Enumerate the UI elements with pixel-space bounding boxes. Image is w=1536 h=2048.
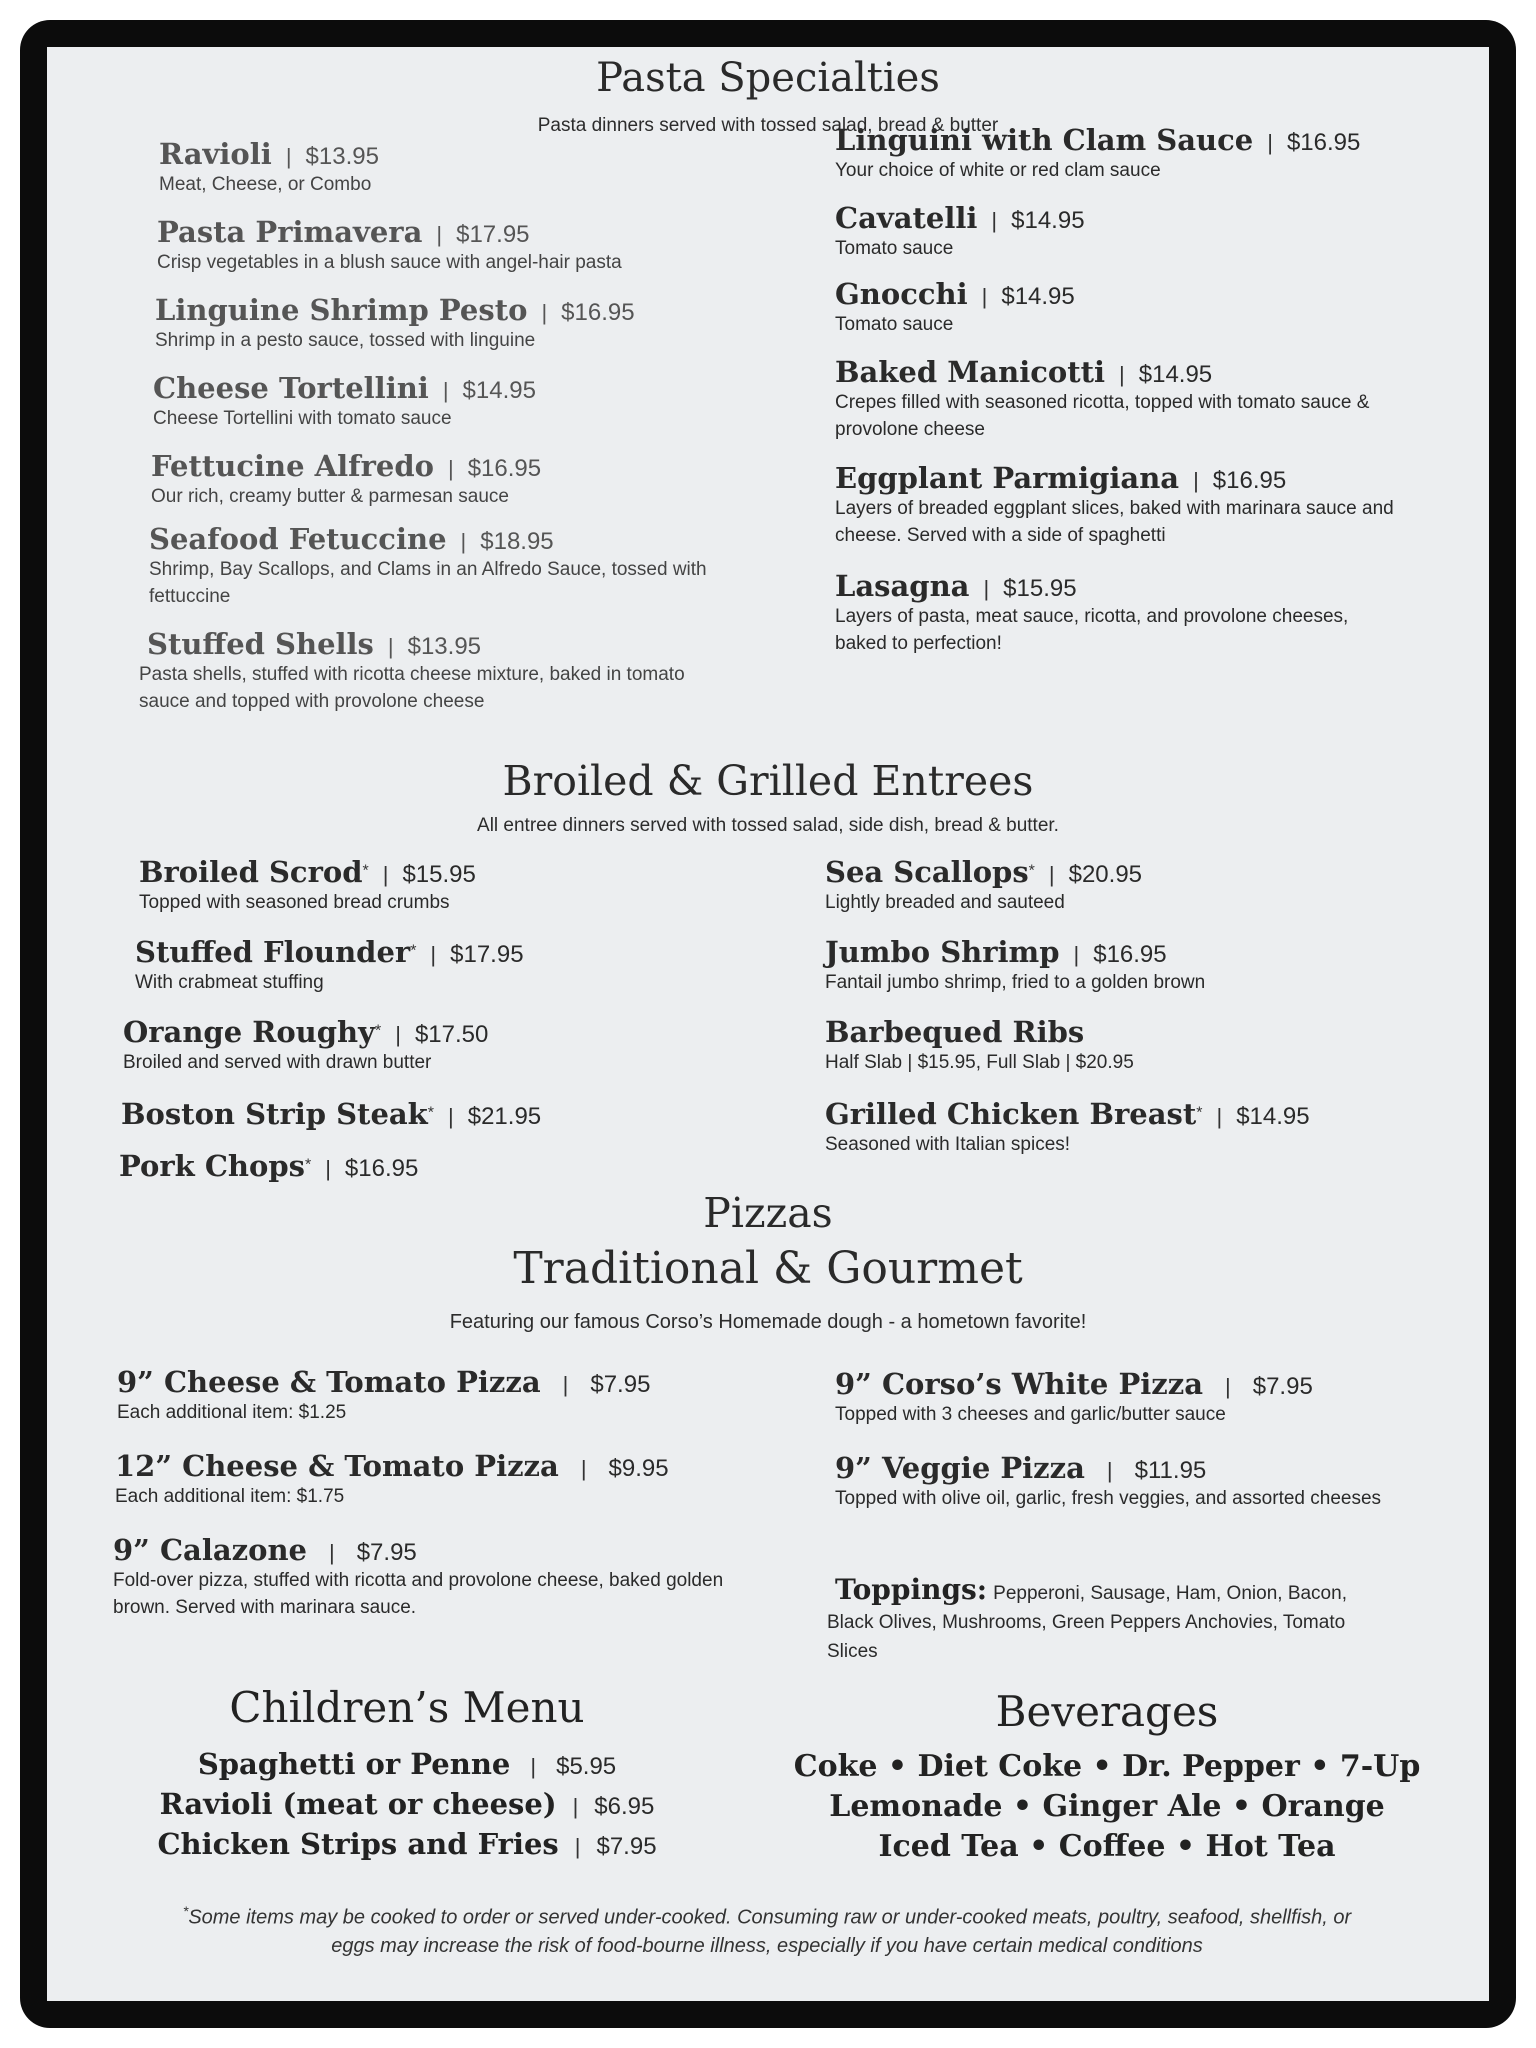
item-name: Grilled Chicken Breast	[825, 1097, 1197, 1131]
item-name: Broiled Scrod	[139, 855, 363, 889]
item-description: Topped with 3 cheeses and garlic/butter sauce	[835, 1404, 1226, 1425]
toppings-text: Pepperoni, Sausage, Ham, Onion, Bacon, Black Olives, Mushrooms, Green Peppers Anchovies, Tomato Slices	[827, 1583, 1347, 1662]
item-name: Baked Manicotti	[835, 355, 1106, 389]
item-description: Meat, Cheese, or Combo	[159, 174, 372, 195]
item-description: Cheese Tortellini with tomato sauce	[153, 408, 452, 429]
separator: |	[983, 576, 990, 601]
menu-item	[119, 1149, 418, 1183]
pasta-section-subtitle: Pasta dinners served with tossed salad, bread & butter	[537, 115, 999, 136]
item-description: Shrimp in a pesto sauce, tossed with linguine	[155, 330, 536, 351]
menu-item	[825, 1015, 1134, 1076]
kids-item-price: $7.95	[596, 1833, 657, 1860]
pasta-section-title: Pasta Specialties	[596, 55, 940, 101]
item-name: Cavatelli	[835, 201, 978, 235]
asterisk: *	[410, 942, 417, 960]
menu-item	[117, 1365, 650, 1426]
menu-item	[149, 522, 709, 610]
item-description: Tomato sauce	[835, 238, 954, 259]
menu-item	[835, 201, 1085, 262]
item-name: Stuffed Shells	[147, 627, 374, 661]
item-price: $13.95	[305, 143, 379, 170]
separator: |	[387, 634, 394, 659]
item-name: Sea Scallops	[825, 855, 1029, 889]
separator: |	[1119, 362, 1125, 387]
menu-item	[835, 277, 1075, 338]
item-price: $7.95	[590, 1371, 651, 1398]
item-price: $20.95	[1068, 861, 1143, 888]
item-price: $15.95	[1003, 575, 1077, 602]
beverage-line: Iced Tea • Coffee • Hot Tea	[878, 1829, 1336, 1864]
menu-item	[135, 935, 524, 996]
kids-item	[87, 1747, 727, 1781]
kids-item	[87, 1787, 727, 1821]
menu-item	[157, 215, 622, 276]
menu-item	[159, 137, 379, 198]
pizzas-section-subtitle: Featuring our famous Corso’s Homemade dough - a hometown favorite!	[449, 1311, 1087, 1333]
item-description: Crepes filled with seasoned ricotta, topped with tomato sauce & provolone cheese	[835, 392, 1370, 440]
asterisk: *	[362, 862, 369, 880]
item-price: $18.95	[480, 528, 554, 555]
kids-item-name: Chicken Strips and Fries	[157, 1827, 559, 1861]
entrees-section-title: Broiled & Grilled Entrees	[502, 757, 1034, 805]
menu-item	[153, 371, 536, 432]
item-price: $17.95	[450, 941, 524, 968]
item-description: Topped with seasoned bread crumbs	[139, 892, 450, 913]
item-name: Barbequed Ribs	[825, 1015, 1085, 1049]
beverage-line: Lemonade • Ginger Ale • Orange	[829, 1789, 1385, 1824]
item-price: $14.95	[1011, 207, 1085, 234]
menu-item	[835, 1451, 1395, 1512]
item-name: Lasagna	[835, 569, 970, 603]
menu-item	[825, 1097, 1310, 1158]
menu-item	[139, 627, 729, 715]
asterisk: *	[427, 1104, 435, 1122]
item-name: Linguini with Clam Sauce	[835, 123, 1254, 157]
item-description: Crisp vegetables in a blush sauce with angel-hair pasta	[157, 252, 622, 273]
item-description: Layers of pasta, meat sauce, ricotta, and provolone cheeses, baked to perfection!	[835, 606, 1349, 654]
item-description: Seasoned with Italian spices!	[825, 1134, 1071, 1155]
separator: |	[572, 1794, 579, 1819]
kids-item-price: $5.95	[556, 1753, 617, 1780]
item-price: $9.95	[608, 1455, 669, 1482]
item-name: Seafood Fetuccine	[149, 522, 447, 556]
separator: |	[382, 862, 389, 887]
menu-item	[825, 855, 1142, 916]
separator: |	[460, 529, 467, 554]
menu-item	[835, 461, 1395, 549]
separator: |	[448, 1104, 454, 1129]
beverage-line: Coke • Diet Coke • Dr. Pepper • 7-Up	[793, 1749, 1421, 1784]
item-description: Fold-over pizza, stuffed with ricotta and provolone cheese, baked golden brown. Served with marinara sauce.	[113, 1570, 724, 1618]
footnote-line-1: Some items may be cooked to order or served under-cooked. Consuming raw or under-cooked meats, poultry, seafood, shellfish, or	[188, 1906, 1352, 1929]
separator: |	[447, 456, 454, 481]
item-price: $15.95	[402, 861, 476, 888]
separator: |	[981, 284, 988, 309]
item-name: Cheese Tortellini	[153, 371, 429, 405]
item-description: Fantail jumbo shrimp, fried to a golden brown	[825, 972, 1206, 993]
separator: |	[562, 1372, 569, 1397]
menu-item	[835, 569, 1395, 657]
menu-item	[155, 293, 635, 354]
separator: |	[574, 1834, 581, 1859]
item-description: Layers of breaded eggplant slices, baked with marinara sauce and cheese. Served with a side of spaghetti	[835, 498, 1394, 546]
item-description: Tomato sauce	[835, 314, 954, 335]
item-price: $14.95	[1138, 361, 1213, 388]
separator: |	[325, 1156, 331, 1181]
item-price: $14.95	[1001, 283, 1075, 310]
item-name: Gnocchi	[835, 277, 968, 311]
item-price: $13.95	[407, 633, 482, 660]
separator: |	[436, 222, 443, 247]
item-name: Boston Strip Steak	[121, 1097, 428, 1131]
item-price: $16.95	[1093, 941, 1167, 968]
asterisk: *	[304, 1156, 312, 1174]
footnote-asterisk: *	[182, 1903, 189, 1919]
item-price: $16.95	[1212, 467, 1287, 494]
item-description: Your choice of white or red clam sauce	[835, 160, 1161, 181]
item-name: Linguine Shrimp Pesto	[155, 293, 528, 327]
disclaimer-footnote	[117, 1897, 1417, 1960]
footnote-line-2: eggs may increase the risk of food-bourne illness, especially if you have certain medical conditions	[331, 1934, 1203, 1957]
kids-item-name: Spaghetti or Penne	[197, 1747, 511, 1781]
item-name: Eggplant Parmigiana	[835, 461, 1180, 495]
menu-page	[47, 47, 1489, 2001]
toppings-label: Toppings:	[835, 1573, 988, 1606]
item-price: $21.95	[467, 1103, 542, 1130]
item-name: 9” Corso’s White Pizza	[835, 1367, 1204, 1401]
separator: |	[991, 208, 998, 233]
menu-item	[123, 1015, 488, 1076]
menu-item	[151, 449, 541, 510]
item-name: Orange Roughy	[123, 1015, 375, 1049]
item-description: Topped with olive oil, garlic, fresh veggies, and assorted cheeses	[835, 1488, 1382, 1509]
asterisk: *	[374, 1022, 382, 1040]
separator: |	[1225, 1374, 1231, 1399]
separator: |	[1048, 862, 1055, 887]
item-price: $16.95	[344, 1155, 419, 1182]
asterisk: *	[1028, 862, 1035, 880]
pizzas-section-title: Pizzas	[703, 1189, 833, 1237]
separator: |	[285, 144, 292, 169]
item-name: Fettucine Alfredo	[151, 449, 434, 483]
separator: |	[1073, 942, 1080, 967]
pizzas-section-subtitle-title: Traditional & Gourmet	[513, 1243, 1023, 1294]
separator: |	[430, 942, 437, 967]
item-price: $14.95	[462, 377, 536, 404]
item-name: 12” Cheese & Tomato Pizza	[115, 1449, 559, 1483]
separator: |	[395, 1022, 401, 1047]
item-description: Shrimp, Bay Scallops, and Clams in an Alfredo Sauce, tossed with fettuccine	[149, 559, 707, 607]
item-description: With crabmeat stuffing	[135, 972, 324, 993]
item-price: $14.95	[1236, 1103, 1310, 1130]
separator: |	[530, 1754, 537, 1779]
item-description: Each additional item: $1.75	[115, 1486, 345, 1507]
menu-item	[835, 123, 1360, 184]
menu-item	[835, 1367, 1313, 1428]
toppings-block	[827, 1575, 1387, 1666]
asterisk: *	[1196, 1104, 1203, 1122]
item-description: Our rich, creamy butter & parmesan sauce	[151, 486, 509, 507]
menu-item	[139, 855, 476, 916]
item-description: Each additional item: $1.25	[117, 1402, 347, 1423]
item-price: $16.95	[467, 455, 542, 482]
item-name: 9” Veggie Pizza	[835, 1451, 1085, 1485]
menu-item	[835, 355, 1395, 443]
item-price: $7.95	[356, 1539, 417, 1566]
item-price: $7.95	[1252, 1373, 1313, 1400]
menu-item	[121, 1097, 541, 1131]
item-name: 9” Cheese & Tomato Pizza	[117, 1365, 541, 1399]
item-description: Pasta shells, stuffed with ricotta cheese mixture, baked in tomato sauce and topped with provolone cheese	[139, 664, 685, 712]
item-description: Half Slab | $15.95, Full Slab | $20.95	[825, 1052, 1134, 1073]
menu-item	[115, 1449, 669, 1510]
item-price: $11.95	[1134, 1457, 1207, 1484]
item-price: $16.95	[561, 299, 635, 326]
kids-item-name: Ravioli (meat or cheese)	[159, 1787, 557, 1821]
item-name: Pasta Primavera	[157, 215, 423, 249]
kids-item	[87, 1827, 727, 1861]
item-name: Jumbo Shrimp	[825, 935, 1060, 969]
entrees-section-subtitle: All entree dinners served with tossed salad, side dish, bread & butter.	[477, 815, 1059, 836]
separator: |	[1193, 468, 1199, 493]
separator: |	[1106, 1458, 1113, 1483]
item-description: Lightly breaded and sauteed	[825, 892, 1065, 913]
item-name: 9” Calazone	[113, 1533, 307, 1567]
children-menu-title: Children’s Menu	[229, 1683, 585, 1732]
beverages-title: Beverages	[995, 1687, 1219, 1736]
separator: |	[442, 378, 449, 403]
separator: |	[1216, 1104, 1223, 1129]
item-name: Stuffed Flounder	[135, 935, 411, 969]
separator: |	[541, 300, 548, 325]
item-description: Broiled and served with drawn butter	[123, 1052, 432, 1073]
item-price: $16.95	[1286, 129, 1361, 156]
item-name: Pork Chops	[119, 1149, 305, 1183]
kids-item-price: $6.95	[594, 1793, 655, 1820]
item-price: $17.50	[414, 1021, 489, 1048]
item-name: Ravioli	[159, 137, 272, 171]
menu-item	[825, 935, 1205, 996]
separator: |	[580, 1456, 587, 1481]
separator: |	[328, 1540, 335, 1565]
separator: |	[1267, 130, 1273, 155]
item-price: $17.95	[456, 221, 530, 248]
menu-item	[113, 1533, 753, 1621]
